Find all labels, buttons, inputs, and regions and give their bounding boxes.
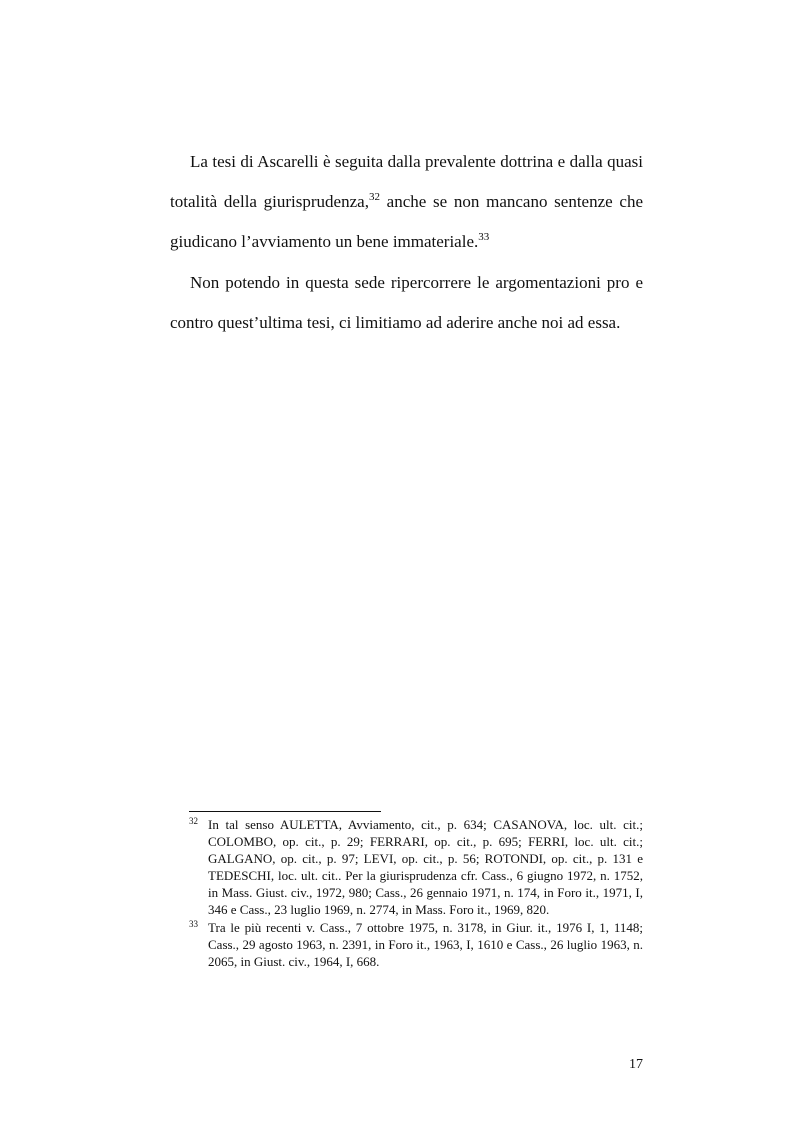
footnote-text: In tal senso AULETTA, Avviamento, cit., p. 634; CASANOVA, loc. ult. cit.; COLOMBO, op. cit., p. 29; FERRARI, op. cit., p. 695; FERRI, loc. ult. cit.; GALGANO, op. cit., p. 97; LEVI, op. cit., p. 56; ROTONDI, op. cit., p. 131 e TEDESCHI, loc. ult. cit.. Per la giurisprudenza cfr. Cass., 6 giugno 1972, n. 1752, in Mass. Giust. civ., 1972, 980; Cass., 26 gennaio 1971, n. 174, in Foro it., 1971, I, 346 e Cass., 23 luglio 1969, n. 2774, in Mass. Foro it., 1969, 820. — [208, 817, 643, 917]
paragraph-1-text-b: anche se non mancano sentenze che giudicano l’avviamento un bene immateriale. — [170, 192, 643, 251]
footnotes — [189, 816, 643, 971]
footnote-32 — [189, 816, 643, 918]
paragraph-1-text-a: La tesi di Ascarelli è seguita dalla prevalente dottrina e dalla quasi totalità della giurisprudenza, — [170, 152, 643, 211]
footnote-ref-33: 33 — [478, 231, 490, 243]
paragraph-2: Non potendo in questa sede ripercorrere le argomentazioni pro e contro quest’ultima tesi, ci limitiamo ad aderire anche noi ad essa. — [170, 273, 643, 332]
footnote-33 — [189, 919, 643, 970]
paragraph-1 — [170, 142, 643, 262]
page-number: 17 — [629, 1057, 643, 1072]
footnote-number: 32 — [189, 816, 198, 826]
footnote-text: Tra le più recenti v. Cass., 7 ottobre 1975, n. 3178, in Giur. it., 1976 I, 1, 1148; Cass., 29 agosto 1963, n. 2391, in Foro it., 1963, I, 1610 e Cass., 26 luglio 1963, n. 2065, in Giust. civ., 1964, I, 668. — [208, 920, 643, 969]
footnote-number: 33 — [189, 919, 198, 929]
footnote-separator — [189, 811, 381, 812]
footnote-ref-32: 32 — [368, 191, 380, 203]
